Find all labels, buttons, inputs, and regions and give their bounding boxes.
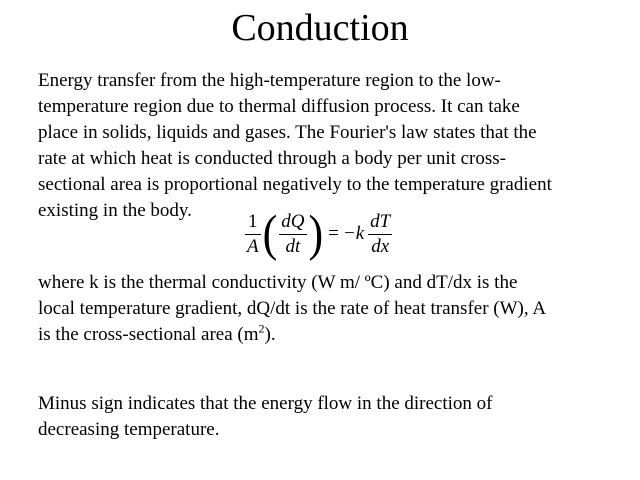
definition-line: local temperature gradient, dQ/dt is the rate of heat transfer (W), A xyxy=(38,298,547,319)
note-line: decreasing temperature. xyxy=(38,419,220,440)
definition-text: is the cross-sectional area (m xyxy=(38,324,259,345)
rhs-denominator: dx xyxy=(371,235,390,257)
inner-denominator: dt xyxy=(285,235,301,257)
intro-line: sectional area is proportional negatively to the temperature gradient xyxy=(38,174,552,195)
equals-sign: = xyxy=(328,223,339,244)
intro-line: temperature region due to thermal diffusion process. It can take xyxy=(38,96,520,117)
definition-line xyxy=(38,322,628,348)
definition-text: ). xyxy=(264,324,276,345)
lhs-numerator: 1 xyxy=(248,210,258,232)
intro-paragraph xyxy=(38,68,628,224)
fourier-law-equation xyxy=(244,204,393,264)
minus-k-term: −k xyxy=(342,223,365,244)
lhs-fraction xyxy=(245,210,261,259)
superscript: 2 xyxy=(258,321,265,336)
rhs-numerator: dT xyxy=(370,210,391,232)
intro-line: place in solids, liquids and gases. The Fourier's law states that the xyxy=(38,122,537,143)
intro-line: Energy transfer from the high-temperature region to the low- xyxy=(38,70,501,91)
intro-line: existing in the body. xyxy=(38,200,192,221)
rhs-fraction xyxy=(368,210,392,259)
note-line: Minus sign indicates that the energy flow in the direction of xyxy=(38,393,493,414)
intro-line: rate at which heat is conducted through a body per unit cross- xyxy=(38,148,506,169)
inner-numerator: dQ xyxy=(281,210,305,232)
lhs-denominator: A xyxy=(247,235,259,257)
note-paragraph xyxy=(38,391,628,443)
left-paren: ( xyxy=(262,205,278,262)
slide-title: Conduction xyxy=(231,7,409,49)
definitions-paragraph xyxy=(38,270,628,348)
right-paren: ) xyxy=(308,205,324,262)
inner-fraction xyxy=(279,210,306,259)
definition-line: where k is the thermal conductivity (W m/ ºC) and dT/dx is the xyxy=(38,272,518,293)
